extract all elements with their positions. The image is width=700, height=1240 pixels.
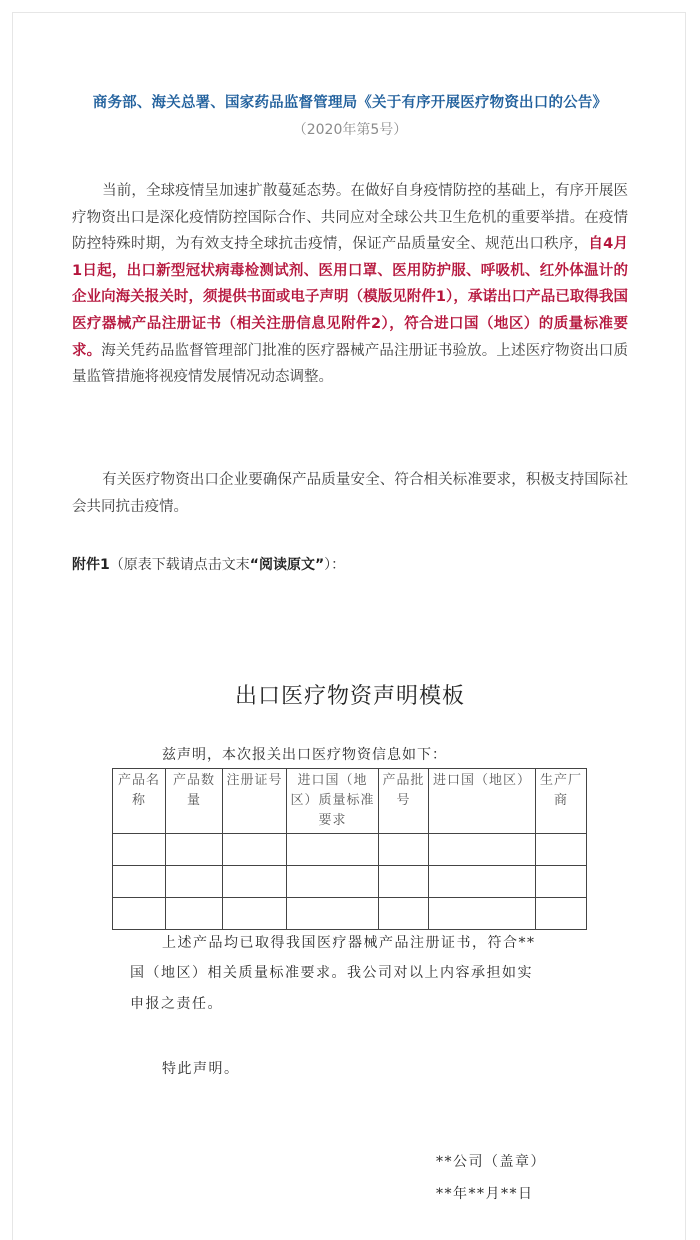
template-title: 出口医疗物资声明模板 [234,684,465,709]
closing-line-3: 申报之责任。 [130,996,223,1012]
table-cell [379,898,429,930]
header-manufacturer: 生产厂商 [536,769,587,834]
attachment-note: （原表下载请点击文末 [109,557,250,573]
attachment-line [72,554,345,574]
paragraph-text: 有关医疗物资出口企业要确保产品质量安全、符合相关标准要求，积极支持国际社会共同抗击疫情。 [72,472,628,515]
table-cell [379,866,429,898]
table-cell [223,866,287,898]
closing-line-1: 上述产品均已取得我国医疗器械产品注册证书，符合** [162,935,536,951]
table-header-row [113,769,587,834]
table-cell [429,866,536,898]
table-cell [536,834,587,866]
table-cell [166,834,223,866]
paragraph-text: 当前，全球疫情呈加速扩散蔓延态势。在做好自身疫情防控的基础上，有序开展医疗物资出口是深化疫情防控国际合作、共同应对全球公共卫生危机的重要举措。在疫情防控特殊时期，为有效支持全球抗击疫情，保证产品质量安全、规范出口秩序， [72,183,628,253]
table-cell [223,834,287,866]
table-cell [223,898,287,930]
highlighted-requirement: 自4月1日起，出口新型冠状病毒检测试剂、医用口罩、医用防护服、呼吸机、红外体温计的企业向海关报关时，须提供书面或电子声明（模版见附件1），承诺出口产品已取得我国医疗器械产品注册证书（相关注册信息见附件2），符合进口国（地区）的质量标准要求。 [72,236,629,359]
header-import-country: 进口国（地区） [429,769,536,834]
table-cell [166,866,223,898]
notice-title: 商务部、海关总署、国家药品监督管理局《关于有序开展医疗物资出口的公告》 [92,95,608,111]
table-cell [379,834,429,866]
table-row [113,898,587,930]
date-line: **年**月**日 [436,1186,534,1202]
header-quality-standard: 进口国（地区）质量标准要求 [287,769,379,834]
closing-line-2: 国（地区）相关质量标准要求。我公司对以上内容承担如实 [130,965,533,981]
paragraph-text: 海关凭药品监督管理部门批准的医疗器械产品注册证书验放。上述医疗物资出口质量监管措施将视疫情发展情况动态调整。 [72,342,629,386]
declaration-table [112,768,587,930]
attachment-label: 附件1 [72,557,110,573]
table-cell [429,898,536,930]
table-cell [287,866,379,898]
table-cell [166,898,223,930]
header-batch-no: 产品批号 [379,769,429,834]
notice-number: （2020年第5号） [292,122,408,138]
header-product-name: 产品名称 [113,769,166,834]
body-paragraph-1 [72,178,628,391]
attachment-note-end: ）： [324,557,346,573]
company-seal-line: **公司（盖章） [436,1154,546,1170]
declaration-intro: 兹声明，本次报关出口医疗物资信息如下： [162,747,447,763]
table-cell [287,898,379,930]
table-cell [429,834,536,866]
header-product-quantity: 产品数量 [166,769,223,834]
table-row [113,866,587,898]
read-original-link[interactable]: “阅读原文” [249,557,325,573]
table-row [113,834,587,866]
special-declaration: 特此声明。 [162,1061,240,1077]
body-paragraph-2 [72,467,628,520]
table-cell [287,834,379,866]
header-registration-no: 注册证号 [223,769,287,834]
table-cell [113,834,166,866]
table-cell [536,898,587,930]
table-cell [536,866,587,898]
table-cell [113,866,166,898]
table-cell [113,898,166,930]
